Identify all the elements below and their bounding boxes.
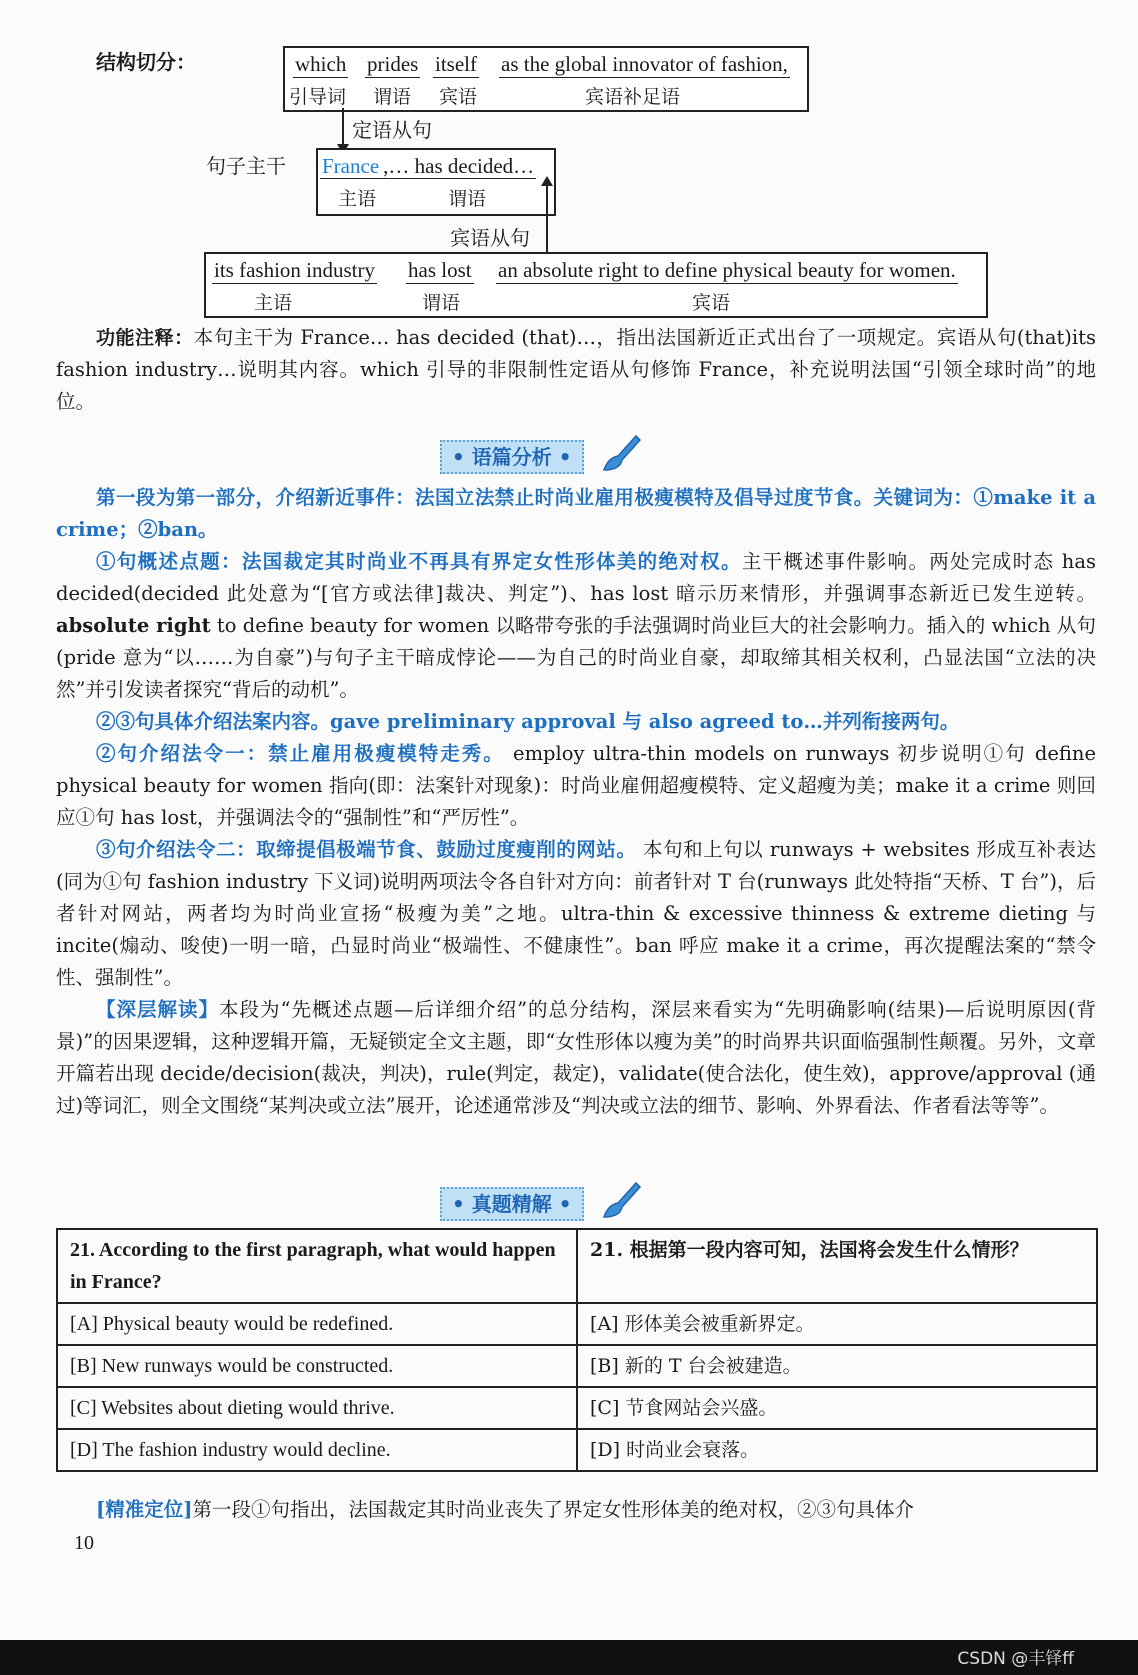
word-complement: as the global innovator of fashion,	[501, 52, 788, 76]
object-predicate: has lost	[408, 258, 472, 282]
precise-label: [精准定位]	[96, 1498, 193, 1521]
brush-icon	[598, 430, 642, 474]
question-en: 21. According to the first paragraph, what would happen in France?	[57, 1229, 577, 1303]
function-note	[56, 322, 1096, 418]
option-b-cn: [B] 新的 T 台会被建造。	[577, 1345, 1097, 1387]
main-clause-label: 句子主干	[206, 154, 286, 178]
table-row	[57, 1345, 1097, 1387]
function-note-text: 本句主干为 France… has decided (that)…，指出法国新近正式出台了一项规定。宾语从句(that)its fashion industry…说明其内容。which 引导的非限制性定语从句修饰 France，补充说明法国“引领全球时尚”的地位。	[56, 326, 1096, 413]
watermark: CSDN @丰铎ff	[957, 1649, 1074, 1669]
main-predicate: ,… has decided…	[383, 154, 535, 178]
structure-label: 结构切分：	[96, 50, 196, 74]
deep-reading-text: 本段为“先概述点题—后详细介绍”的总分结构，深层来看实为“先明确影响(结果)—后说明原因(背景)”的因果逻辑，这种逻辑开篇，无疑锁定全文主题，即“女性形体以瘦为美”的时尚界共识面临强制性颠覆。另外，文章开篇若出现 decide/decision(裁决，判决)，rule(判定，裁定)，validate(使合法化，使生效)，approve/approval (通过)等词汇，则全文围绕“某判决或立法”展开，论述通常涉及“判决或立法的细节、影响、外界看法、作者看法等等”。	[56, 998, 1096, 1117]
option-a-cn: [A] 形体美会被重新界定。	[577, 1303, 1097, 1345]
section-title-discourse: • 语篇分析 •	[440, 440, 584, 474]
option-b-en: [B] New runways would be constructed.	[57, 1345, 577, 1387]
role-main-predicate: 谓语	[448, 188, 487, 210]
arrow-attributive-line	[342, 108, 344, 148]
question-cn: 21. 根据第一段内容可知，法国将会发生什么情形？	[577, 1229, 1097, 1303]
role-obj-predicate: 谓语	[422, 292, 461, 314]
object-clause-label: 宾语从句	[450, 226, 530, 250]
role-object: 宾语	[439, 86, 478, 108]
analysis-p5-head: ③句介绍法令二：取缔提倡极端节食、鼓励过度瘦削的网站。	[96, 838, 637, 861]
object-subject: its fashion industry	[214, 258, 375, 282]
analysis-p2b: to define beauty for women 以略带夸张的手法强调时尚业巨大的社会影响力。插入的 which 从句(pride 意为“以……为自豪”)与句子主干暗成悖论——为自己的时尚业自豪，却取缔其相关权利，凸显法国“立法的决然”并引发读者探究“背后的动机”。	[56, 614, 1096, 701]
analysis-p3: ②③句具体介绍法案内容。gave preliminary approval 与 also agreed to…并列衔接两句。	[96, 710, 960, 733]
role-predicate: 谓语	[373, 86, 412, 108]
precise-location	[56, 1494, 1096, 1526]
arrow-object-head	[541, 176, 553, 186]
attributive-clause-label: 定语从句	[352, 118, 432, 142]
word-itself: itself	[435, 52, 477, 76]
table-row	[57, 1387, 1097, 1429]
section-title-question: • 真题精解 •	[440, 1187, 584, 1221]
option-c-en: [C] Websites about dieting would thrive.	[57, 1387, 577, 1429]
role-obj-subject: 主语	[254, 292, 293, 314]
analysis-p2a: 主干概述事件影响。两处完成时态 has decided(decided 此处意为“[官方或法律]裁决、判定”)、has lost 暗示历来情形，并强调事态新近已发生逆转。	[56, 550, 1096, 605]
role-obj-object: 宾语	[692, 292, 731, 314]
analysis-body	[56, 482, 1096, 1122]
clause-box-object	[204, 252, 988, 318]
subject-france: France	[322, 154, 380, 178]
role-introducer: 引导词	[289, 86, 347, 108]
function-note-label: 功能注释：	[96, 327, 194, 349]
analysis-p4-head: ②句介绍法令一：禁止雇用极瘦模特走秀。	[96, 742, 505, 765]
word-which: which	[295, 52, 347, 76]
role-complement: 宾语补足语	[585, 86, 681, 108]
analysis-p5-text: 本句和上句以 runways + websites 形成互补表达(同为①句 fashion industry 下义词)说明两项法令各自针对方向：前者针对 T 台(runways 此处特指“天桥、T 台”)，后者针对网站，两者均为时尚业宣扬“极瘦为美”之地。ultra-thin & excessive thinness & extreme dieting 与 incite(煽动、唆使)一明一暗，凸显时尚业“极端性、不健康性”。ban 呼应 make it a crime，再次提醒法案的“禁令性、强制性”。	[56, 838, 1097, 989]
option-d-en: [D] The fashion industry would decline.	[57, 1429, 577, 1471]
word-prides: prides	[367, 52, 419, 76]
precise-text: 第一段①句指出，法国裁定其时尚业丧失了界定女性形体美的绝对权，②③句具体介	[192, 1498, 914, 1521]
analysis-p2-head: ①句概述点题：法国裁定其时尚业不再具有界定女性形体美的绝对权。	[96, 550, 742, 573]
analysis-p1: 第一段为第一部分，介绍新近事件：法国立法禁止时尚业雇用极瘦模特及倡导过度节食。关键词为：①make it a crime；②ban。	[56, 486, 1096, 541]
analysis-p2-bold: absolute right	[56, 614, 211, 637]
arrow-object-line	[546, 186, 548, 254]
analysis-p4-text: employ ultra-thin models on runways 初步说明①句 define physical beauty for women 指向(即：法案针对现象)：时尚业雇佣超瘦模特、定义超瘦为美；make it a crime 则回应①句 has lost，并强调法令的“强制性”和“严厉性”。	[56, 742, 1096, 829]
table-row	[57, 1429, 1097, 1471]
option-c-cn: [C] 节食网站会兴盛。	[577, 1387, 1097, 1429]
deep-reading-label: 【深层解读】	[96, 998, 220, 1021]
role-main-subject: 主语	[338, 188, 377, 210]
brush-icon-2	[598, 1177, 642, 1221]
option-d-cn: [D] 时尚业会衰落。	[577, 1429, 1097, 1471]
option-a-en: [A] Physical beauty would be redefined.	[57, 1303, 577, 1345]
clause-box-main	[316, 148, 556, 216]
table-row	[57, 1303, 1097, 1345]
clause-box-top	[283, 46, 809, 112]
page-number: 10	[74, 1532, 94, 1554]
table-row	[57, 1229, 1097, 1303]
object-object: an absolute right to define physical beauty for women.	[498, 258, 956, 282]
question-table	[56, 1228, 1098, 1472]
